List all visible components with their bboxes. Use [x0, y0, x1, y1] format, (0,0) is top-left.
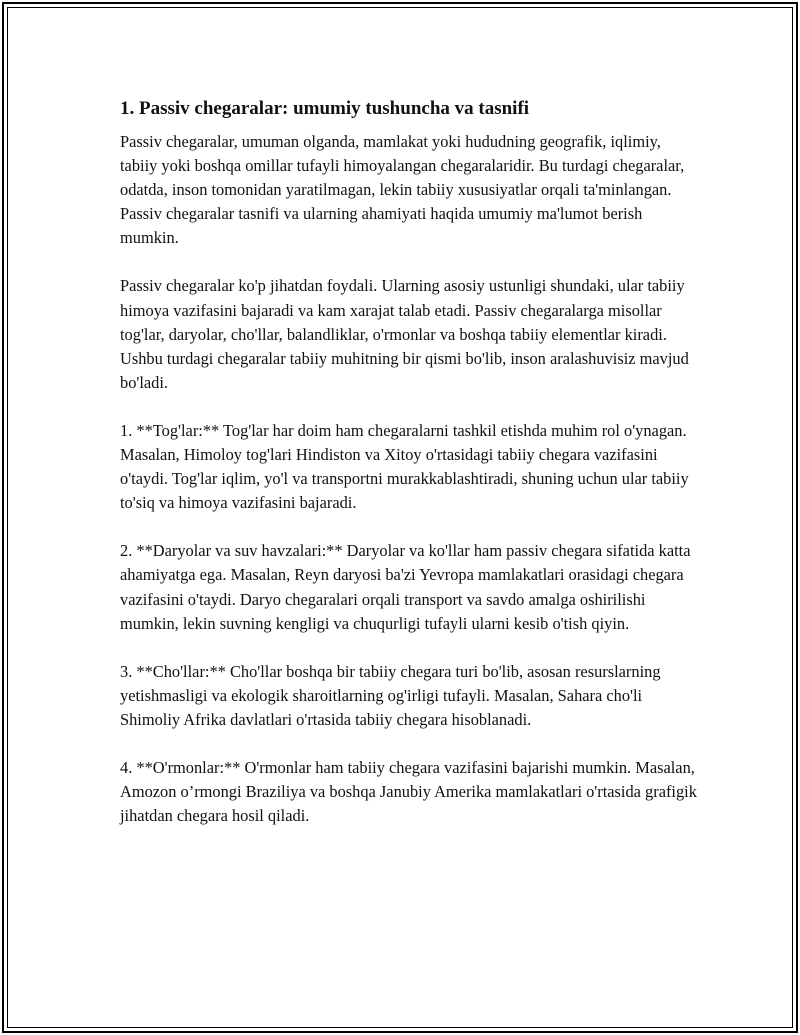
forests-paragraph: 4. **O'rmonlar:** O'rmonlar ham tabiiy chegara vazifasini bajarishi mumkin. Masalan, Amozon o’rmongi Braziliya va boshqa Janubiy Amerika mamlakatlari o'rtasida grafigik jihatdan chegara hosil qiladi.	[120, 757, 697, 826]
section-title: 1. Passiv chegaralar: umumiy tushuncha va tasnifi	[120, 98, 530, 119]
benefits-paragraph: Passiv chegaralar ko'p jihatdan foydali. Ularning asosiy ustunligi shundaki, ular tabiiy himoya vazifasini bajaradi va kam xarajat talab etadi. Passiv chegaralarga misollar tog'lar, daryolar, cho'llar, balandliklar, o'rmonlar va boshqa tabiiy elementlar kiradi. Ushbu turdagi chegaralar tabiiy muhitning bir qismi bo'lib, inson aralashuvisiz mavjud bo'ladi.	[120, 276, 689, 392]
mountains-paragraph: 1. **Tog'lar:** Tog'lar har doim ham chegaralarni tashkil etishda muhim rol o'ynagan. Masalan, Himoloy tog'lari Hindiston va Xitoy o'rtasidagi tabiiy chegara vazifasini o'taydi. Tog'lar iqlim, yo'l va transportni murakkablashtiradi, shuning uchun ular tabiiy to'siq va himoya vazifasini bajaradi.	[120, 420, 689, 513]
document-body	[120, 96, 700, 852]
rivers-paragraph: 2. **Daryolar va suv havzalari:** Daryolar va ko'llar ham passiv chegara sifatida katta ahamiyatga ega. Masalan, Reyn daryosi ba'zi Yevropa mamlakatlari orasidagi chegara vazifasini o'taydi. Daryo chegaralari orqali transport va savdo amalga oshirilishi mumkin, lekin suvning kengligi va chuqurligi tufayli ularni kesib o'tish qiyin.	[120, 541, 691, 633]
deserts-paragraph: 3. **Cho'llar:** Cho'llar boshqa bir tabiiy chegara turi bo'lib, asosan resurslarning yetishmasligi va ekologik sharoitlarning og'irligi tufayli. Masalan, Sahara cho'li Shimoliy Afrika davlatlari o'rtasida tabiiy chegara hisoblanadi.	[120, 661, 661, 729]
intro-paragraph: Passiv chegaralar, umuman olganda, mamlakat yoki hududning geografik, iqlimiy, tabiiy yoki boshqa omillar tufayli himoyalangan chegaralaridir. Bu turdagi chegaralar, odatda, inson tomonidan yaratilmagan, lekin tabiiy xususiyatlar orqali ta'minlangan. Passiv chegaralar tasnifi va ularning ahamiyati haqida umumiy ma'lumot berish mumkin.	[120, 132, 685, 248]
page-frame	[2, 2, 798, 1033]
